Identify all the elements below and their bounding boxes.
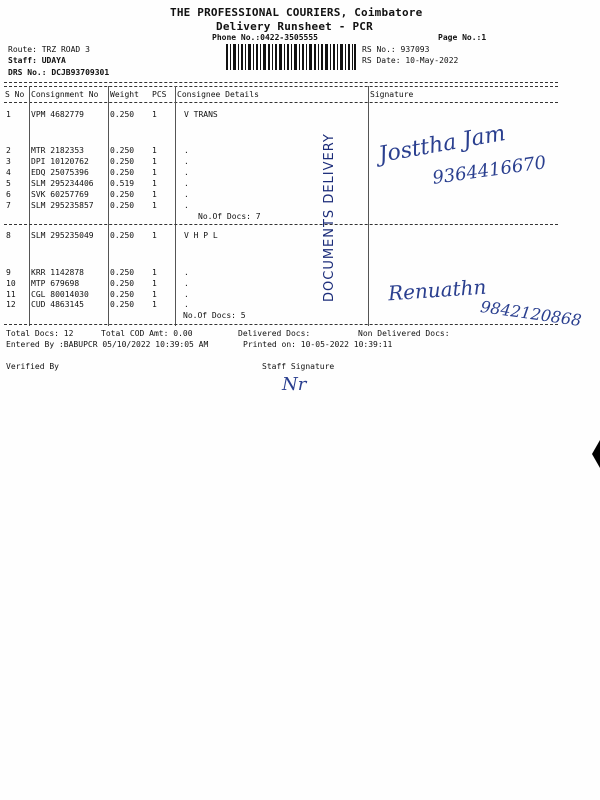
row-consignee: V TRANS xyxy=(184,110,218,119)
barcode xyxy=(226,44,356,70)
row-sno: 1 xyxy=(6,110,11,119)
row-sno: 7 xyxy=(6,201,11,210)
row-sno: 5 xyxy=(6,179,11,188)
row-consignment: SVK 60257769 xyxy=(31,190,89,199)
row-consignee: . xyxy=(184,179,189,188)
column-line xyxy=(108,86,109,326)
row-consignment: CGL 80014030 xyxy=(31,290,89,299)
divider xyxy=(4,82,558,83)
row-consignment: KRR 1142878 xyxy=(31,268,84,277)
row-weight: 0.250 xyxy=(110,168,135,177)
row-pcs: 1 xyxy=(152,231,157,240)
delivered-docs: Delivered Docs: xyxy=(238,329,311,338)
row-consignment: VPM 4682779 xyxy=(31,110,84,119)
column-line xyxy=(368,86,369,326)
row-consignment: SLM 295234406 xyxy=(31,179,94,188)
row-pcs: 1 xyxy=(152,179,157,188)
handwritten-phone-1: 9364416670 xyxy=(431,152,548,189)
non-delivered-docs: Non Delivered Docs: xyxy=(358,329,450,338)
row-consignment: CUD 4863145 xyxy=(31,300,84,309)
staff-handwritten-signature: Nr xyxy=(282,374,307,395)
row-consignment: EDQ 25075396 xyxy=(31,168,89,177)
row-consignee: . xyxy=(184,168,189,177)
row-pcs: 1 xyxy=(152,279,157,288)
document-title: Delivery Runsheet - PCR xyxy=(216,20,373,33)
divider xyxy=(4,324,558,325)
row-pcs: 1 xyxy=(152,110,157,119)
row-sno: 12 xyxy=(6,300,16,309)
col-consignment: Consignment No xyxy=(31,90,99,99)
row-sno: 3 xyxy=(6,157,11,166)
row-sno: 9 xyxy=(6,268,11,277)
row-consignee: . xyxy=(184,146,189,155)
row-sno: 11 xyxy=(6,290,16,299)
row-weight: 0.250 xyxy=(110,268,135,277)
row-pcs: 1 xyxy=(152,157,157,166)
scan-edge-mark xyxy=(592,440,600,468)
staff: Staff: UDAYA xyxy=(8,56,66,65)
col-signature: Signature xyxy=(370,90,414,99)
row-pcs: 1 xyxy=(152,300,157,309)
row-pcs: 1 xyxy=(152,290,157,299)
row-pcs: 1 xyxy=(152,168,157,177)
rs-date: RS Date: 10-May-2022 xyxy=(362,56,459,65)
total-docs: Total Docs: 12 xyxy=(6,329,74,338)
row-weight: 0.250 xyxy=(110,300,135,309)
documents-delivery-stamp: DOCUMENTS DELIVERY xyxy=(322,133,337,302)
row-consignee: . xyxy=(184,290,189,299)
column-line xyxy=(175,86,176,326)
row-weight: 0.250 xyxy=(110,146,135,155)
row-sno: 8 xyxy=(6,231,11,240)
row-weight: 0.250 xyxy=(110,201,135,210)
row-weight: 0.250 xyxy=(110,190,135,199)
total-cod: Total COD Amt: 0.00 xyxy=(101,329,193,338)
row-pcs: 1 xyxy=(152,190,157,199)
row-weight: 0.250 xyxy=(110,231,135,240)
row-consignment: MTP 679698 xyxy=(31,279,80,288)
row-pcs: 1 xyxy=(152,146,157,155)
col-weight: Weight xyxy=(110,90,139,99)
divider xyxy=(4,86,558,87)
col-pcs: PCS xyxy=(152,90,167,99)
column-line xyxy=(29,86,30,326)
row-pcs: 1 xyxy=(152,201,157,210)
row-consignee: . xyxy=(184,201,189,210)
col-sno: S No xyxy=(5,90,25,99)
drs-number: DRS No.: DCJB93709301 xyxy=(8,68,110,77)
row-consignee: . xyxy=(184,157,189,166)
entered-by: Entered By :BABUPCR 05/10/2022 10:39:05 AM xyxy=(6,340,209,349)
route: Route: TRZ ROAD 3 xyxy=(8,45,90,54)
row-sno: 6 xyxy=(6,190,11,199)
printed-on: Printed on: 10-05-2022 10:39:11 xyxy=(243,340,393,349)
row-pcs: 1 xyxy=(152,268,157,277)
row-weight: 0.250 xyxy=(110,157,135,166)
company-name: THE PROFESSIONAL COURIERS, Coimbatore xyxy=(170,6,423,19)
row-weight: 0.519 xyxy=(110,179,135,188)
row-consignment: MTR 2182353 xyxy=(31,146,84,155)
row-sno: 4 xyxy=(6,168,11,177)
group-doc-count: No.Of Docs: 7 xyxy=(198,212,261,221)
divider xyxy=(4,102,558,103)
row-consignment: DPI 10120762 xyxy=(31,157,89,166)
divider xyxy=(4,224,558,225)
row-weight: 0.250 xyxy=(110,290,135,299)
handwritten-phone-2: 9842120868 xyxy=(479,297,583,330)
page-number: Page No.:1 xyxy=(438,33,487,42)
verified-by: Verified By xyxy=(6,362,59,371)
row-consignee: . xyxy=(184,300,189,309)
row-weight: 0.250 xyxy=(110,110,135,119)
col-consignee: Consignee Details xyxy=(177,90,259,99)
row-consignee: . xyxy=(184,190,189,199)
handwritten-name-1: Josttha Jam xyxy=(376,121,508,168)
rs-number: RS No.: 937093 xyxy=(362,45,430,54)
handwritten-name-2: Renuathn xyxy=(387,274,488,306)
row-consignee: V H P L xyxy=(184,231,218,240)
row-consignee: . xyxy=(184,268,189,277)
group-doc-count: No.Of Docs: 5 xyxy=(183,311,246,320)
row-consignment: SLM 295235049 xyxy=(31,231,94,240)
row-consignment: SLM 295235857 xyxy=(31,201,94,210)
row-consignee: . xyxy=(184,279,189,288)
phone-number: Phone No.:0422-3505555 xyxy=(212,33,318,42)
row-weight: 0.250 xyxy=(110,279,135,288)
row-sno: 2 xyxy=(6,146,11,155)
row-sno: 10 xyxy=(6,279,16,288)
staff-signature-label: Staff Signature xyxy=(262,362,335,371)
